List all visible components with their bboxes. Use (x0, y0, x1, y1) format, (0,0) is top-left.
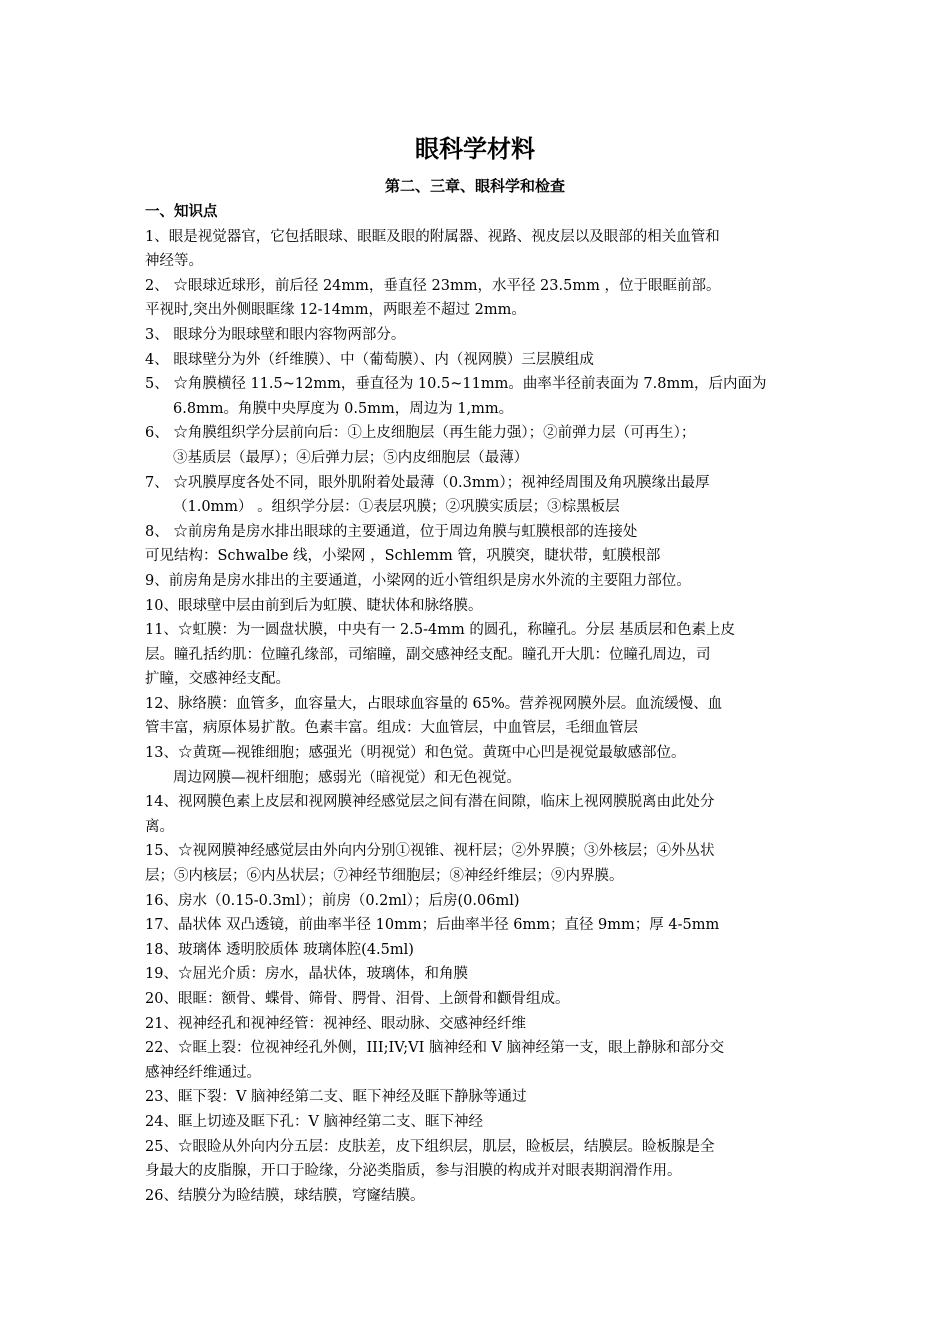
text-line: 9、前房角是房水排出的主要通道，小梁网的近小管组织是房水外流的主要阻力部位。 (145, 572, 691, 589)
document-subtitle: 第二、三章、眼科学和检查 (384, 177, 565, 195)
text-line: 管丰富，病原体易扩散。色素丰富。组成：大血管层，中血管层，毛细血管层 (145, 720, 638, 737)
text-line: 18、玻璃体 透明胶质体 玻璃体腔(4.5ml) (145, 941, 414, 958)
text-line: 可见结构：Schwalbe 线，小梁网 ，Schlemm 管，巩膜突，睫状带，虹膜根部 (145, 548, 661, 565)
text-line: 15、☆视网膜神经感觉层由外向内分别①视锥、视杆层；②外界膜；③外核层；④外丛状 (145, 843, 715, 860)
text-line: 周边网膜—视杆细胞；感弱光（暗视觉）和无色视觉。 (173, 769, 521, 786)
text-line: 26、结膜分为睑结膜，球结膜，穹窿结膜。 (145, 1187, 425, 1204)
text-line: 8、 ☆前房角是房水排出眼球的主要通道，位于周边角膜与虹膜根部的连接处 (145, 523, 638, 540)
document-title: 眼科学材料 (415, 134, 535, 163)
text-line: 23、眶下裂：V 脑神经第二支、眶下神经及眶下静脉等通过 (145, 1089, 527, 1106)
text-line: 10、眼球壁中层由前到后为虹膜、睫状体和脉络膜。 (145, 597, 483, 614)
text-line: 16、房水（0.15-0.3ml）；前房（0.2ml）；后房(0.06ml) (145, 892, 520, 909)
text-line: 24、眶上切迹及眶下孔：V 脑神经第二支、眶下神经 (145, 1113, 484, 1130)
text-line: 12、脉络膜：血管多，血容量大，占眼球血容量的 65%。营养视网膜外层。血流缓慢、血 (145, 695, 723, 712)
text-line: 3、 眼球分为眼球壁和眼内容物两部分。 (145, 326, 406, 343)
text-line: 17、晶状体 双凸透镜，前曲率半径 10mm；后曲率半径 6mm；直径 9mm；厚 4-5mm (145, 917, 720, 934)
text-line: 25、☆眼睑从外向内分五层：皮肤差，皮下组织层，肌层，睑板层，结膜层。睑板腺是全 (145, 1138, 715, 1155)
text-line: 14、视网膜色素上皮层和视网膜神经感觉层之间有潜在间隙，临床上视网膜脱离由此处分 (145, 794, 715, 811)
section-heading: 一、知识点 (145, 203, 218, 220)
text-line: 平视时,突出外侧眼眶缘 12-14mm，两眼差不超过 2mm。 (145, 302, 526, 319)
text-line: 神经等。 (145, 253, 203, 270)
text-line: 4、 眼球壁分为外（纤维膜）、中（葡萄膜）、内（视网膜）三层膜组成 (145, 351, 594, 368)
text-line: 22、☆眶上裂：位视神经孔外侧，III;IV;VI 脑神经和 V 脑神经第一支，眼上静脉和部分交 (145, 1040, 725, 1057)
text-line: 7、 ☆巩膜厚度各处不同，眼外肌附着处最薄（0.3mm）；视神经周围及角巩膜缘出最厚 (145, 474, 710, 491)
text-line: （1.0mm） 。组织学分层：①表层巩膜；②巩膜实质层；③棕黑板层 (173, 499, 620, 516)
text-line: 20、眼眶：额骨、蝶骨、筛骨、腭骨、泪骨、上颌骨和颧骨组成。 (145, 991, 570, 1007)
text-line: 扩瞳，交感神经支配。 (145, 671, 290, 688)
text-line: ③基质层（最厚）；④后弹力层；⑤内皮细胞层（最薄） (173, 449, 529, 466)
text-line: 1、眼是视觉器官，它包括眼球、眼眶及眼的附属器、视路、视皮层以及眼部的相关血管和 (145, 228, 720, 245)
text-line: 19、☆屈光介质：房水，晶状体，玻璃体，和角膜 (145, 966, 468, 983)
text-line: 6.8mm。角膜中央厚度为 0.5mm，周边为 1,mm。 (173, 400, 514, 417)
text-line: 11、☆虹膜：为一圆盘状膜，中央有一 2.5-4mm 的圆孔，称瞳孔。分层 基质层和色素上皮 (145, 622, 735, 639)
text-line: 13、☆黄斑—视锥细胞；感强光（明视觉）和色觉。黄斑中心凹是视觉最敏感部位。 (145, 745, 686, 762)
text-line: 感神经纤维通过。 (145, 1064, 261, 1081)
text-line: 2、 ☆眼球近球形，前后径 24mm，垂直径 23mm，水平径 23.5mm ，位于眼眶前部。 (145, 277, 721, 294)
document-body (145, 200, 810, 1208)
text-line: 身最大的皮脂腺，开口于睑缘，分泌类脂质，参与泪膜的构成并对眼表期润滑作用。 (145, 1163, 682, 1180)
text-line: 离。 (145, 818, 174, 835)
text-line: 5、 ☆角膜横径 11.5~12mm，垂直径为 10.5~11mm。曲率半径前表面为 7.8mm，后内面为 (145, 376, 767, 393)
text-line: 层；⑤内核层；⑥内丛状层；⑦神经节细胞层；⑧神经纤维层；⑨内界膜。 (145, 868, 624, 885)
text-line: 层。瞳孔括约肌：位瞳孔缘部，司缩瞳，副交感神经支配。瞳孔开大肌：位瞳孔周边，司 (145, 646, 711, 663)
text-line: 21、视神经孔和视神经管：视神经、眼动脉、交感神经纤维 (145, 1015, 526, 1032)
text-line: 6、 ☆角膜组织学分层前向后：①上皮细胞层（再生能力强）；②前弹力层（可再生）； (145, 425, 696, 442)
